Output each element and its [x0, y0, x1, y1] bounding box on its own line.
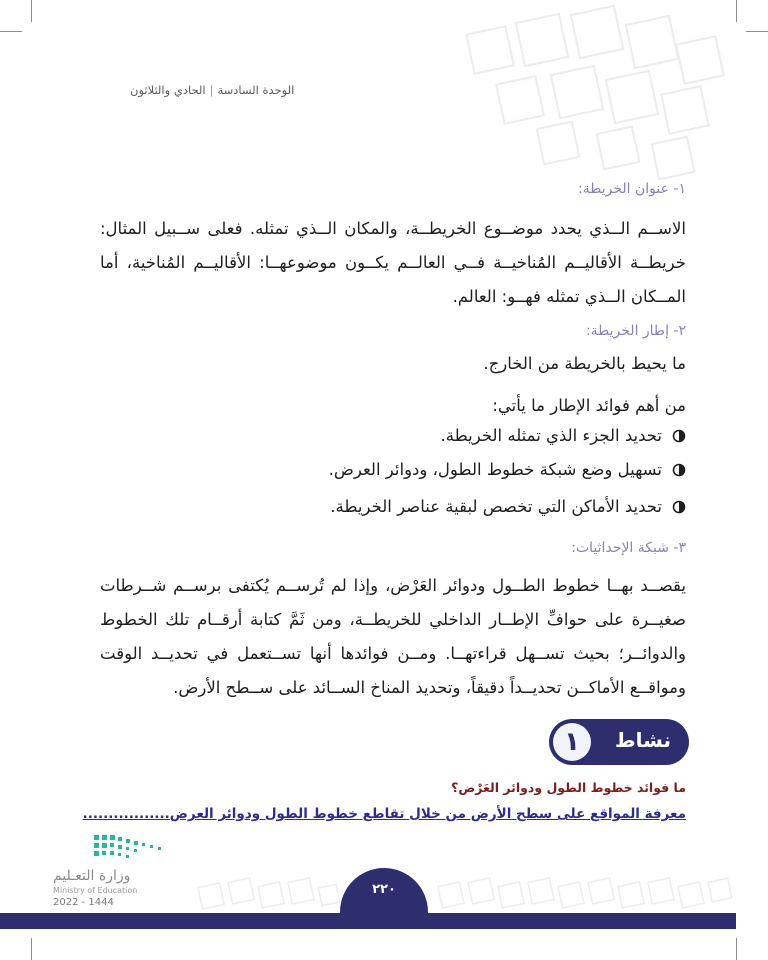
footer-band — [0, 913, 736, 929]
section-1-heading: ١- عنوان الخريطة: — [578, 181, 686, 197]
header-unit: الوحدة السادسة — [217, 83, 295, 97]
bullet-text: تحديد الجزء الذي تمثله الخريطة. — [440, 426, 662, 445]
activity-badge — [549, 719, 689, 765]
section-2-intro: من أهم فوائد الإطار ما يأتي: — [492, 396, 686, 415]
bullet-item — [100, 426, 686, 445]
activity-label: نشاط — [614, 728, 671, 752]
section-2-text: ما يحيط بالخريطة من الخارج. — [483, 354, 686, 373]
ministry-name-english: Ministry of Education — [53, 886, 138, 895]
running-header — [130, 83, 294, 97]
half-circle-bullet-icon — [672, 463, 686, 477]
bullet-text: تسهيل وضع شبكة خطوط الطول، ودوائر العرض. — [328, 460, 662, 479]
edition-year: 2022 - 1444 — [53, 897, 114, 908]
ministry-name-arabic: وزارة التعـليم — [53, 868, 131, 884]
header-separator: | — [209, 83, 214, 97]
bullet-text: تحديد الأماكن التي تخصص لبقية عناصر الخريطة. — [330, 497, 662, 516]
header-lesson: الحادي والثلاثون — [130, 83, 206, 97]
section-3-heading: ٣- شبكة الإحداثيات: — [571, 540, 686, 556]
half-circle-bullet-icon — [672, 429, 686, 443]
half-circle-bullet-icon — [672, 500, 686, 514]
section-2-heading: ٢- إطار الخريطة: — [585, 323, 686, 339]
activity-number: ١ — [553, 723, 591, 761]
answer-dots: ................. — [82, 806, 170, 822]
activity-answer — [82, 806, 686, 822]
activity-question: ما فوائد خطوط الطول ودوائر العَرْض؟ — [451, 780, 686, 795]
bullet-item — [100, 497, 686, 516]
answer-text: معرفة المواقع على سطح الأرض من خلال تقاطع خطوط الطول ودوائر العرض — [169, 806, 686, 822]
section-3-text: يقصــد بهــا خطوط الطــول ودوائر العَرْض، وإذا لم تُرســم يُكتفى برســم شــرطات صغيــرة على حوافِّ الإطــار الداخلي للخريطــة، ومن ثَمَّ كتابة أرقــام تلك الخطوط والدوائــر؛ بحيث تســهل قراءتهــا. ومــن فوائدها أنها تســتعمل في تحديــد الوقت ومواقــع الأماكــن تحديــداً دقيقاً، وتحديد المناخ الســائد على ســطح الأرض. — [100, 576, 686, 697]
bullet-item — [100, 460, 686, 479]
page-number: ٢٢٠ — [372, 882, 396, 897]
section-1-text: الاســم الــذي يحدد موضــوع الخريطــة، والمكان الــذي تمثله. فعلى ســبيل المثال: خريطــة الأقاليــم المُناخيــة فــي العالــم يكــون موضوعهــا: الأقاليــم المُناخية، أما المــكان الــذي تمثله فهــو: العالم. — [100, 219, 686, 306]
section-map-title — [100, 181, 686, 197]
